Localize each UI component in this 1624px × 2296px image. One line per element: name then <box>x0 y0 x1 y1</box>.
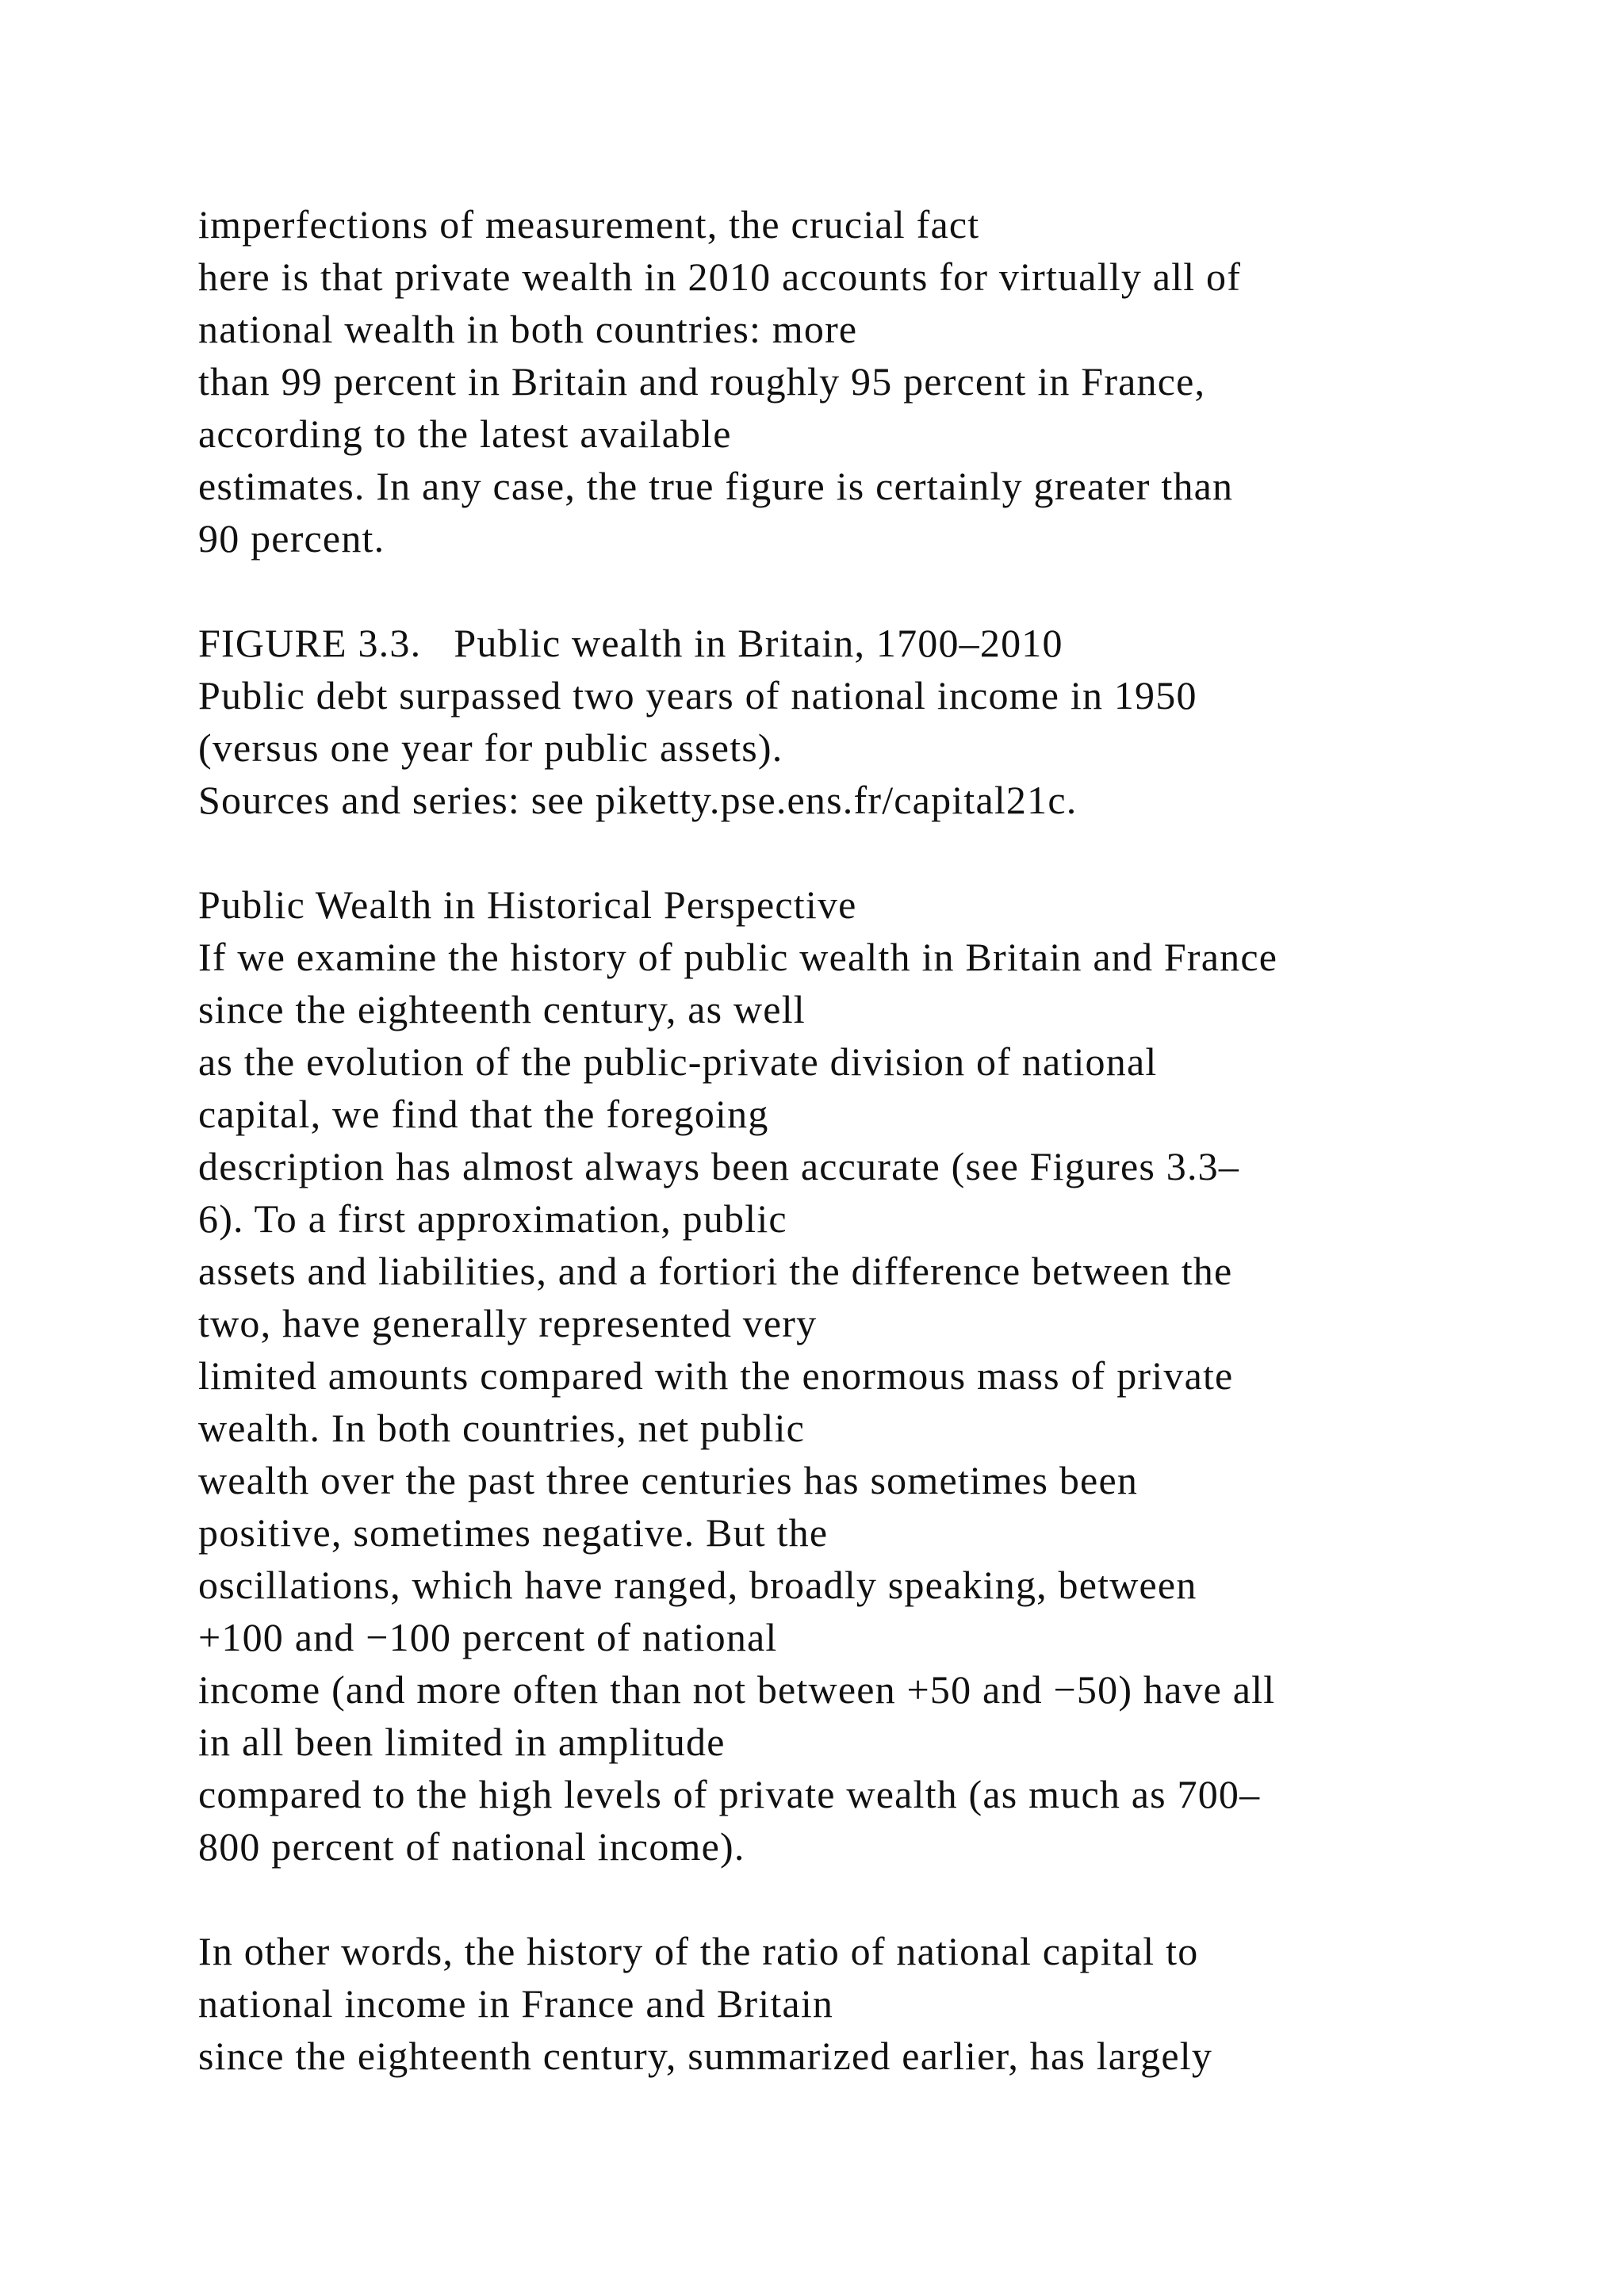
paragraph-gap <box>198 564 1546 617</box>
text-line: If we examine the history of public wealth in Britain and France <box>198 935 1278 979</box>
text-line: two, have generally represented very <box>198 1301 818 1345</box>
text-line: assets and liabilities, and a fortiori the difference between the <box>198 1249 1233 1293</box>
text-line: imperfections of measurement, the crucial fact <box>198 202 980 247</box>
intro-paragraph <box>198 198 1546 564</box>
text-line: than 99 percent in Britain and roughly 95 percent in France, <box>198 359 1206 404</box>
section-heading: Public Wealth in Historical Perspective <box>198 882 857 927</box>
text-line: wealth over the past three centuries has sometimes been <box>198 1458 1139 1502</box>
figure-sources: Sources and series: see piketty.pse.ens.fr/capital21c. <box>198 778 1078 822</box>
text-line: In other words, the history of the ratio of national capital to <box>198 1929 1199 1973</box>
text-line: limited amounts compared with the enormous mass of private <box>198 1353 1234 1398</box>
text-line: 90 percent. <box>198 516 385 561</box>
text-line: (versus one year for public assets). <box>198 725 783 770</box>
text-line: positive, sometimes negative. But the <box>198 1510 829 1555</box>
text-line: as the evolution of the public-private division of national <box>198 1039 1158 1084</box>
closing-paragraph <box>198 1925 1546 2082</box>
section-paragraph <box>198 878 1546 1873</box>
text-line: estimates. In any case, the true figure is certainly greater than <box>198 464 1234 508</box>
text-line: 6). To a first approximation, public <box>198 1196 787 1241</box>
text-line: oscillations, which have ranged, broadly speaking, between <box>198 1563 1197 1607</box>
text-line: since the eighteenth century, as well <box>198 987 806 1031</box>
text-line: description has almost always been accurate (see Figures 3.3– <box>198 1144 1240 1188</box>
text-line: in all been limited in amplitude <box>198 1720 726 1764</box>
figure-caption <box>198 617 1546 826</box>
text-line: national wealth in both countries: more <box>198 307 858 351</box>
text-line: wealth. In both countries, net public <box>198 1406 806 1450</box>
text-line: +100 and −100 percent of national <box>198 1615 778 1659</box>
text-line: Public debt surpassed two years of national income in 1950 <box>198 673 1197 718</box>
text-line: according to the latest available <box>198 411 732 456</box>
text-line: compared to the high levels of private wealth (as much as 700– <box>198 1772 1261 1816</box>
figure-title: FIGURE 3.3. Public wealth in Britain, 1700–2010 <box>198 621 1063 665</box>
text-line: since the eighteenth century, summarized earlier, has largely <box>198 2034 1213 2078</box>
text-line: national income in France and Britain <box>198 1981 834 2026</box>
paragraph-gap <box>198 826 1546 878</box>
text-line: 800 percent of national income). <box>198 1824 745 1869</box>
text-line: income (and more often than not between +50 and −50) have all <box>198 1667 1276 1712</box>
paragraph-gap <box>198 1873 1546 1925</box>
document-page <box>198 198 1546 2082</box>
text-line: capital, we find that the foregoing <box>198 1092 769 1136</box>
text-line: here is that private wealth in 2010 accounts for virtually all of <box>198 254 1242 299</box>
